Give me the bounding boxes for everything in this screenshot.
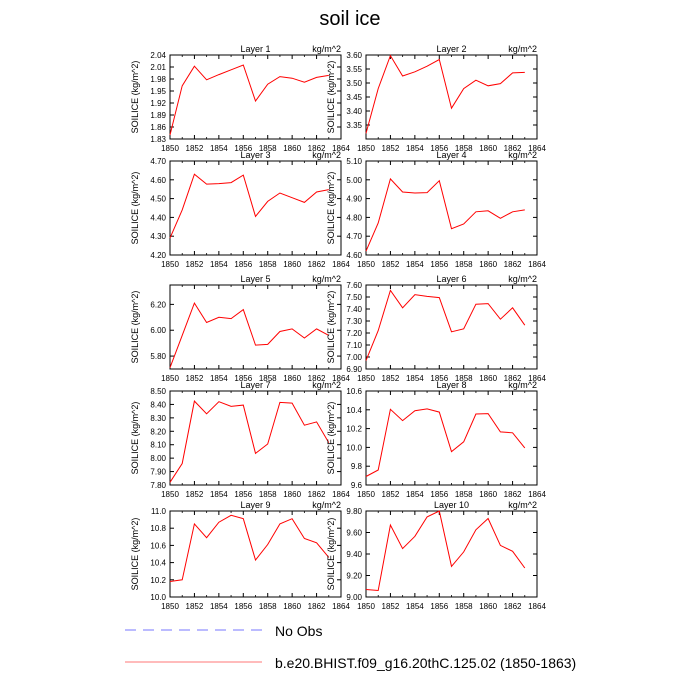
y-tick-label: 10.4 (346, 405, 362, 415)
legend-obs-label: No Obs (275, 623, 323, 639)
panel-units: kg/m^2 (312, 274, 341, 284)
x-tick-label: 1858 (454, 602, 473, 611)
y-tick-label: 4.90 (346, 194, 362, 204)
x-tick-label: 1854 (209, 260, 228, 269)
y-tick-label: 1.95 (150, 87, 166, 96)
x-tick-label: 1856 (430, 144, 449, 153)
x-tick-label: 1860 (283, 144, 302, 153)
x-tick-label: 1858 (258, 144, 277, 153)
y-tick-label: 9.8 (350, 462, 362, 472)
y-axis-label: SOILICE (kg/m^2) (326, 290, 336, 364)
y-tick-label: 5.80 (150, 352, 166, 362)
x-tick-label: 1850 (161, 374, 179, 383)
y-tick-label: 7.60 (346, 281, 362, 290)
x-tick-label: 1862 (503, 260, 522, 269)
x-tick-label: 1852 (185, 374, 204, 383)
panel-units: kg/m^2 (312, 380, 341, 390)
x-tick-label: 1850 (161, 144, 179, 153)
y-tick-label: 9.60 (346, 528, 362, 538)
y-tick-label: 3.40 (346, 107, 362, 116)
panel-title: Layer 10 (433, 500, 470, 510)
y-tick-label: 10.2 (346, 424, 362, 434)
x-tick-label: 1862 (307, 602, 326, 611)
x-tick-label: 1858 (258, 490, 277, 499)
x-tick-label: 1852 (381, 374, 400, 383)
y-tick-label: 7.10 (346, 341, 362, 350)
y-axis-label: SOILICE (kg/m^2) (130, 171, 140, 245)
x-tick-label: 1852 (381, 144, 400, 153)
y-tick-label: 7.00 (346, 353, 362, 362)
legend-model-label: b.e20.BHIST.f09_g16.20thC.125.02 (1850-1863) (275, 655, 577, 671)
x-tick-label: 1862 (307, 144, 326, 153)
x-tick-label: 1850 (161, 602, 179, 611)
y-tick-label: 8.30 (150, 413, 166, 423)
y-tick-label: 3.60 (346, 51, 362, 60)
y-tick-label: 4.70 (346, 232, 362, 242)
x-tick-label: 1858 (454, 260, 473, 269)
x-tick-label: 1864 (332, 602, 350, 611)
x-tick-label: 1860 (479, 260, 498, 269)
x-tick-label: 1860 (479, 144, 498, 153)
x-tick-label: 1864 (528, 260, 546, 269)
panel-units: kg/m^2 (508, 150, 537, 160)
x-tick-label: 1864 (528, 490, 546, 499)
y-tick-label: 10.6 (150, 541, 166, 551)
y-tick-label: 7.40 (346, 305, 362, 314)
panel-title: Layer 5 (240, 274, 271, 284)
y-tick-label: 9.20 (346, 571, 362, 581)
panel-title: Layer 7 (240, 380, 271, 390)
y-tick-label: 10.0 (346, 443, 362, 453)
figure-title: soil ice (319, 8, 381, 30)
x-tick-label: 1852 (381, 602, 400, 611)
y-tick-label: 4.80 (346, 213, 362, 223)
x-tick-label: 1850 (357, 602, 375, 611)
x-tick-label: 1850 (357, 490, 375, 499)
x-tick-label: 1862 (503, 144, 522, 153)
y-tick-label: 10.8 (150, 524, 166, 534)
x-tick-label: 1852 (185, 144, 204, 153)
x-tick-label: 1858 (454, 144, 473, 153)
y-axis-label: SOILICE (kg/m^2) (130, 60, 140, 134)
x-tick-label: 1862 (307, 374, 326, 383)
x-tick-label: 1856 (430, 260, 449, 269)
x-tick-label: 1854 (405, 490, 424, 499)
panel-units: kg/m^2 (312, 150, 341, 160)
y-tick-label: 9.80 (346, 507, 362, 516)
panel-title: Layer 8 (436, 380, 467, 390)
panel-units: kg/m^2 (508, 500, 537, 510)
x-tick-label: 1860 (283, 602, 302, 611)
x-tick-label: 1854 (405, 260, 424, 269)
x-tick-label: 1864 (528, 602, 546, 611)
x-tick-label: 1850 (161, 490, 179, 499)
y-tick-label: 6.00 (150, 326, 166, 336)
x-tick-label: 1862 (503, 374, 522, 383)
y-tick-label: 7.90 (150, 467, 166, 477)
y-tick-label: 5.00 (346, 175, 362, 185)
x-tick-label: 1854 (405, 144, 424, 153)
x-tick-label: 1856 (234, 260, 253, 269)
y-tick-label: 3.35 (346, 121, 362, 130)
y-tick-label: 3.45 (346, 93, 362, 102)
y-tick-label: 4.20 (150, 251, 166, 260)
y-tick-label: 7.30 (346, 317, 362, 326)
x-tick-label: 1856 (234, 374, 253, 383)
y-tick-label: 8.20 (150, 427, 166, 437)
x-tick-label: 1858 (258, 602, 277, 611)
y-axis-label: SOILICE (kg/m^2) (130, 290, 140, 364)
x-tick-label: 1856 (430, 602, 449, 611)
x-tick-label: 1854 (209, 602, 228, 611)
x-tick-label: 1856 (430, 490, 449, 499)
y-axis-label: SOILICE (kg/m^2) (326, 401, 336, 475)
y-tick-label: 4.30 (150, 232, 166, 242)
x-tick-label: 1860 (283, 260, 302, 269)
x-tick-label: 1862 (503, 602, 522, 611)
panel-title: Layer 6 (436, 274, 467, 284)
x-tick-label: 1850 (357, 144, 375, 153)
y-tick-label: 7.20 (346, 329, 362, 338)
y-axis-label: SOILICE (kg/m^2) (326, 60, 336, 134)
x-tick-label: 1854 (405, 602, 424, 611)
y-tick-label: 1.98 (150, 75, 166, 84)
y-tick-label: 3.50 (346, 79, 362, 88)
x-tick-label: 1860 (283, 374, 302, 383)
panel-units: kg/m^2 (312, 44, 341, 54)
x-tick-label: 1852 (381, 490, 400, 499)
y-tick-label: 10.2 (150, 575, 166, 585)
x-tick-label: 1864 (528, 374, 546, 383)
x-tick-label: 1856 (234, 602, 253, 611)
x-tick-label: 1856 (234, 144, 253, 153)
x-tick-label: 1864 (332, 490, 350, 499)
x-tick-label: 1860 (479, 374, 498, 383)
y-tick-label: 10.0 (150, 593, 166, 602)
x-tick-label: 1852 (185, 602, 204, 611)
y-tick-label: 1.86 (150, 123, 166, 132)
panel-units: kg/m^2 (508, 274, 537, 284)
y-axis-label: SOILICE (kg/m^2) (130, 401, 140, 475)
y-tick-label: 4.50 (150, 194, 166, 204)
y-tick-label: 1.89 (150, 111, 166, 120)
y-tick-label: 8.50 (150, 387, 166, 396)
x-tick-label: 1862 (307, 490, 326, 499)
y-tick-label: 11.0 (151, 507, 166, 516)
x-tick-label: 1862 (503, 490, 522, 499)
panel-title: Layer 4 (436, 150, 467, 160)
panel-units: kg/m^2 (508, 380, 537, 390)
x-tick-label: 1864 (528, 144, 546, 153)
x-tick-label: 1852 (381, 260, 400, 269)
panel-title: Layer 1 (240, 44, 271, 54)
x-tick-label: 1860 (479, 602, 498, 611)
x-tick-label: 1850 (161, 260, 179, 269)
y-tick-label: 1.83 (150, 135, 166, 144)
y-tick-label: 4.40 (150, 213, 166, 223)
y-tick-label: 10.6 (346, 387, 362, 396)
y-tick-label: 8.10 (150, 440, 166, 450)
y-axis-label: SOILICE (kg/m^2) (326, 171, 336, 245)
x-tick-label: 1850 (357, 374, 375, 383)
x-tick-label: 1862 (307, 260, 326, 269)
x-tick-label: 1856 (234, 490, 253, 499)
x-tick-label: 1854 (405, 374, 424, 383)
y-tick-label: 2.04 (150, 51, 166, 60)
y-tick-label: 10.4 (150, 558, 166, 568)
y-tick-label: 3.55 (346, 65, 362, 74)
y-tick-label: 9.00 (346, 593, 362, 602)
y-axis-label: SOILICE (kg/m^2) (326, 517, 336, 591)
x-tick-label: 1860 (283, 490, 302, 499)
x-tick-label: 1864 (332, 260, 350, 269)
y-tick-label: 7.80 (150, 481, 166, 490)
y-tick-label: 6.20 (150, 300, 166, 310)
x-tick-label: 1858 (454, 490, 473, 499)
x-tick-label: 1858 (454, 374, 473, 383)
x-tick-label: 1854 (209, 490, 228, 499)
y-tick-label: 6.90 (346, 365, 362, 374)
x-tick-label: 1858 (258, 374, 277, 383)
x-tick-label: 1852 (185, 490, 204, 499)
panel-title: Layer 3 (240, 150, 271, 160)
x-tick-label: 1852 (185, 260, 204, 269)
y-tick-label: 4.70 (150, 157, 166, 166)
x-tick-label: 1854 (209, 374, 228, 383)
y-tick-label: 4.60 (346, 251, 362, 260)
x-tick-label: 1864 (332, 144, 350, 153)
panel-title: Layer 2 (436, 44, 467, 54)
panel-units: kg/m^2 (508, 44, 537, 54)
y-tick-label: 9.6 (350, 481, 362, 490)
y-tick-label: 8.40 (150, 400, 166, 410)
y-tick-label: 1.92 (150, 99, 166, 108)
y-tick-label: 7.50 (346, 293, 362, 302)
y-tick-label: 2.01 (150, 63, 166, 72)
y-tick-label: 4.60 (150, 175, 166, 185)
y-axis-label: SOILICE (kg/m^2) (130, 517, 140, 591)
x-tick-label: 1858 (258, 260, 277, 269)
y-tick-label: 9.40 (346, 550, 362, 559)
x-tick-label: 1854 (209, 144, 228, 153)
panel-units: kg/m^2 (312, 500, 341, 510)
x-tick-label: 1860 (479, 490, 498, 499)
x-tick-label: 1856 (430, 374, 449, 383)
panel-title: Layer 9 (240, 500, 271, 510)
y-tick-label: 8.00 (150, 454, 166, 464)
x-tick-label: 1864 (332, 374, 350, 383)
x-tick-label: 1850 (357, 260, 375, 269)
y-tick-label: 5.10 (346, 157, 362, 166)
